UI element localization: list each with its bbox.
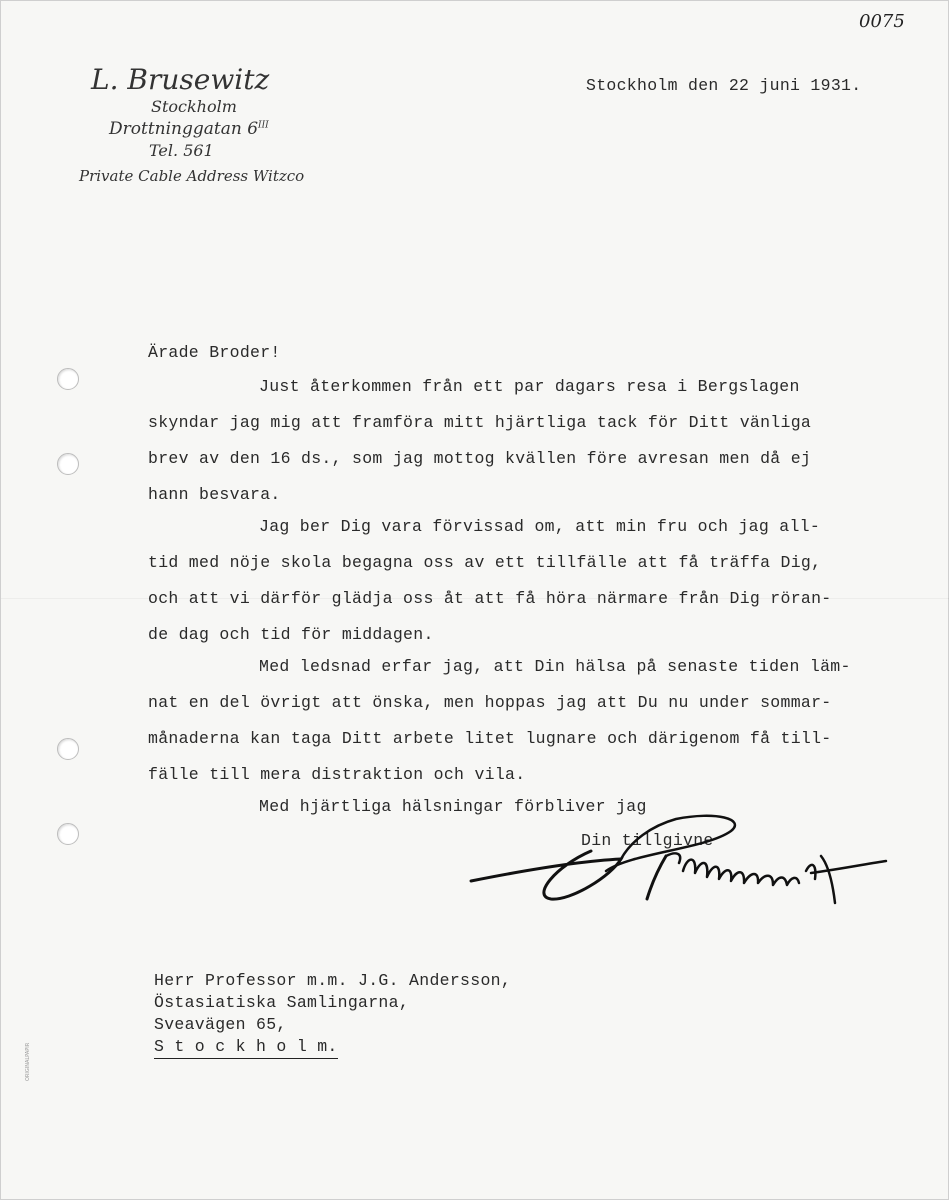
body-line: Jag ber Dig vara förvissad om, att min fru och jag all- [259, 517, 821, 536]
letterhead-cable: Private Cable Address Witzco [79, 167, 305, 185]
letterhead-phone: Tel. 561 [149, 141, 214, 160]
body-line: månaderna kan taga Ditt arbete litet lugnare och därigenom få till- [148, 729, 832, 748]
body-line: hann besvara. [148, 485, 281, 504]
body-line: Just återkommen från ett par dagars resa i Bergslagen [259, 377, 800, 396]
salutation: Ärade Broder! [148, 343, 281, 362]
body-line: tid med nöje skola begagna oss av ett tillfälle att få träffa Dig, [148, 553, 822, 572]
body-line: de dag och tid för middagen. [148, 625, 434, 644]
address-line-2: Östasiatiska Samlingarna, [154, 993, 410, 1012]
body-line: brev av den 16 ds., som jag mottog kvällen före avresan men då ej [148, 449, 812, 468]
letterhead-city: Stockholm [151, 97, 237, 116]
signoff: Din tillgivne [581, 831, 714, 850]
body-line: nat en del övrigt att önska, men hoppas jag att Du nu under sommar- [148, 693, 832, 712]
body-line: fälle till mera distraktion och vila. [148, 765, 526, 784]
address-line-1: Herr Professor m.m. J.G. Andersson, [154, 971, 512, 990]
letterhead-street: Drottninggatan 6 [109, 119, 259, 139]
punch-hole [57, 738, 79, 760]
body-line: och att vi därför glädja oss åt att få höra närmare från Dig röran- [148, 589, 832, 608]
punch-hole [57, 453, 79, 475]
handwritten-signature [461, 811, 901, 921]
letterhead-name: L. Brusewitz [91, 63, 270, 96]
closing: Med hjärtliga hälsningar förbliver jag [259, 797, 647, 816]
punch-hole [57, 368, 79, 390]
archive-number: 0075 [859, 11, 905, 32]
body-line: Med ledsnad erfar jag, att Din hälsa på senaste tiden läm- [259, 657, 851, 676]
address-line-3: Sveavägen 65, [154, 1015, 287, 1034]
letterhead-street-floor: III [258, 120, 269, 131]
punch-hole [57, 823, 79, 845]
margin-stamp: ORIGINALPAPIR [25, 1042, 31, 1081]
date-line: Stockholm den 22 juni 1931. [586, 76, 862, 95]
address-line-4: S t o c k h o l m. [154, 1037, 338, 1059]
body-line: skyndar jag mig att framföra mitt hjärtliga tack för Ditt vänliga [148, 413, 812, 432]
letterhead-street-line [109, 119, 269, 139]
